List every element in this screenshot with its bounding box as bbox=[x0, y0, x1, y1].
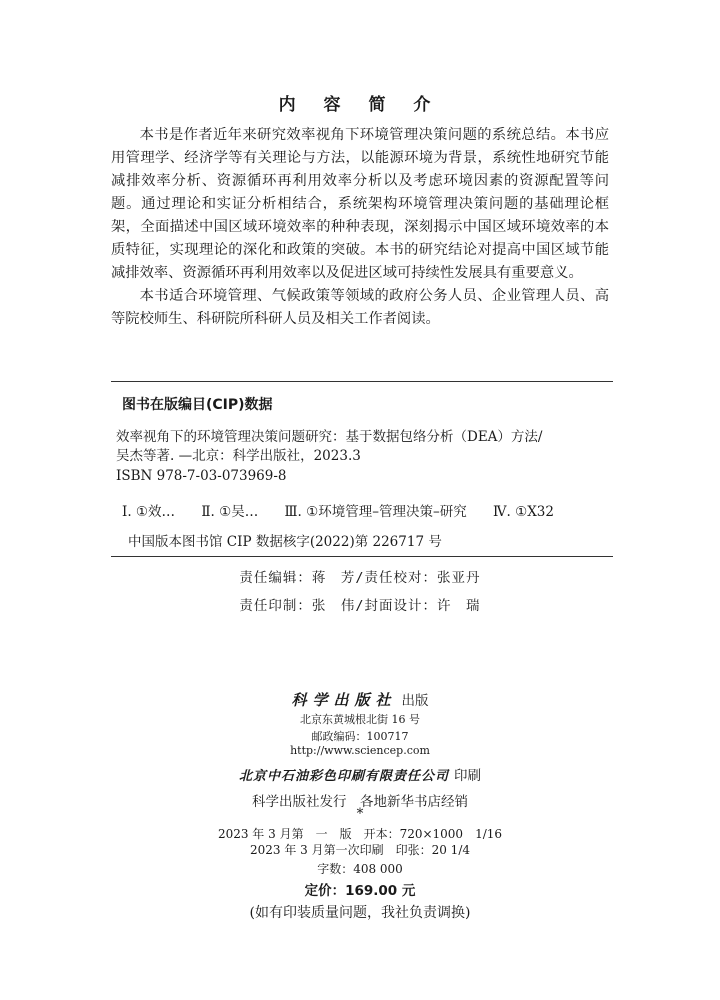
cip-class-4: Ⅳ. ①X32 bbox=[493, 504, 554, 520]
editors-line-1: 责任编辑：蒋 芳/责任校对：张亚丹 bbox=[239, 570, 481, 586]
publisher-website: http://www.sciencep.com bbox=[290, 744, 430, 757]
intro-paragraph-2: 本书适合环境管理、气候政策等领域的政府公务人员、企业管理人员、高等院校师生、科研院所科研人员及相关工作者阅读。 bbox=[111, 288, 609, 327]
printer-suffix: 印刷 bbox=[454, 768, 482, 784]
cip-classification bbox=[122, 500, 576, 520]
cip-heading: 图书在版编目(CIP)数据 bbox=[122, 397, 273, 413]
cip-class-1: Ⅰ. ①效… bbox=[122, 504, 176, 520]
printer-name: 北京中石油彩色印刷有限责任公司 bbox=[238, 769, 449, 784]
cip-isbn: ISBN 978-7-03-073969-8 bbox=[116, 468, 287, 484]
divider-bottom bbox=[111, 556, 613, 557]
divider-top bbox=[111, 381, 613, 382]
quality-note: (如有印装质量问题，我社负责调换) bbox=[249, 905, 471, 921]
intro-paragraph-1: 本书是作者近年来研究效率视角下环境管理决策问题的系统总结。本书应用管理学、经济学等有关理论与方法，以能源环境为背景，系统性地研究节能减排效率分析、资源循环再利用效率分析以及考虑环境因素的资源配置等问题。通过理论和实证分析相结合，系统架构环境管理决策问题的基础理论框架，全面描述中国区域环境效率的种种表现，深刻揭示中国区域环境效率的本质特征，实现理论的深化和政策的突破。本书的研究结论对提高中国区域节能减排效率、资源循环再利用效率以及促进区域可持续性发展具有重要意义。 bbox=[111, 127, 609, 281]
cip-class-3: Ⅲ. ①环境管理–管理决策–研究 bbox=[284, 504, 467, 520]
cip-class-2: Ⅱ. ①吴… bbox=[201, 504, 259, 520]
separator-star: * bbox=[356, 806, 364, 822]
edition-line-1: 2023 年 3 月第 一 版 开本：720×1000 1/16 bbox=[217, 827, 503, 841]
edition-line-2: 2023 年 3 月第一次印刷 印张：20 1/4 bbox=[249, 843, 470, 857]
page-title: 内 容 简 介 bbox=[278, 95, 442, 115]
intro-text bbox=[111, 124, 609, 331]
editors-line-2: 责任印制：张 伟/封面设计：许 瑞 bbox=[239, 598, 481, 614]
publisher-suffix: 出版 bbox=[401, 693, 429, 709]
cip-title-line-1: 效率视角下的环境管理决策问题研究：基于数据包络分析（DEA）方法/ bbox=[116, 429, 543, 445]
printer-line bbox=[0, 764, 720, 784]
distribution-line: 科学出版社发行 各地新华书店经销 bbox=[252, 794, 468, 810]
publisher-address: 北京东黄城根北街 16 号 bbox=[300, 713, 420, 726]
price: 定价：169.00 元 bbox=[304, 883, 416, 899]
word-count: 字数：408 000 bbox=[317, 862, 403, 876]
cip-number: 中国版本图书馆 CIP 数据核字(2022)第 226717 号 bbox=[128, 534, 442, 550]
cip-record bbox=[116, 428, 613, 486]
publisher-logo-text: 科学出版社 bbox=[291, 691, 397, 709]
publisher-postcode: 邮政编码：100717 bbox=[311, 730, 409, 743]
cip-title-line-2: 吴杰等著. —北京：科学出版社，2023.3 bbox=[116, 448, 361, 464]
publisher-line bbox=[0, 689, 720, 710]
